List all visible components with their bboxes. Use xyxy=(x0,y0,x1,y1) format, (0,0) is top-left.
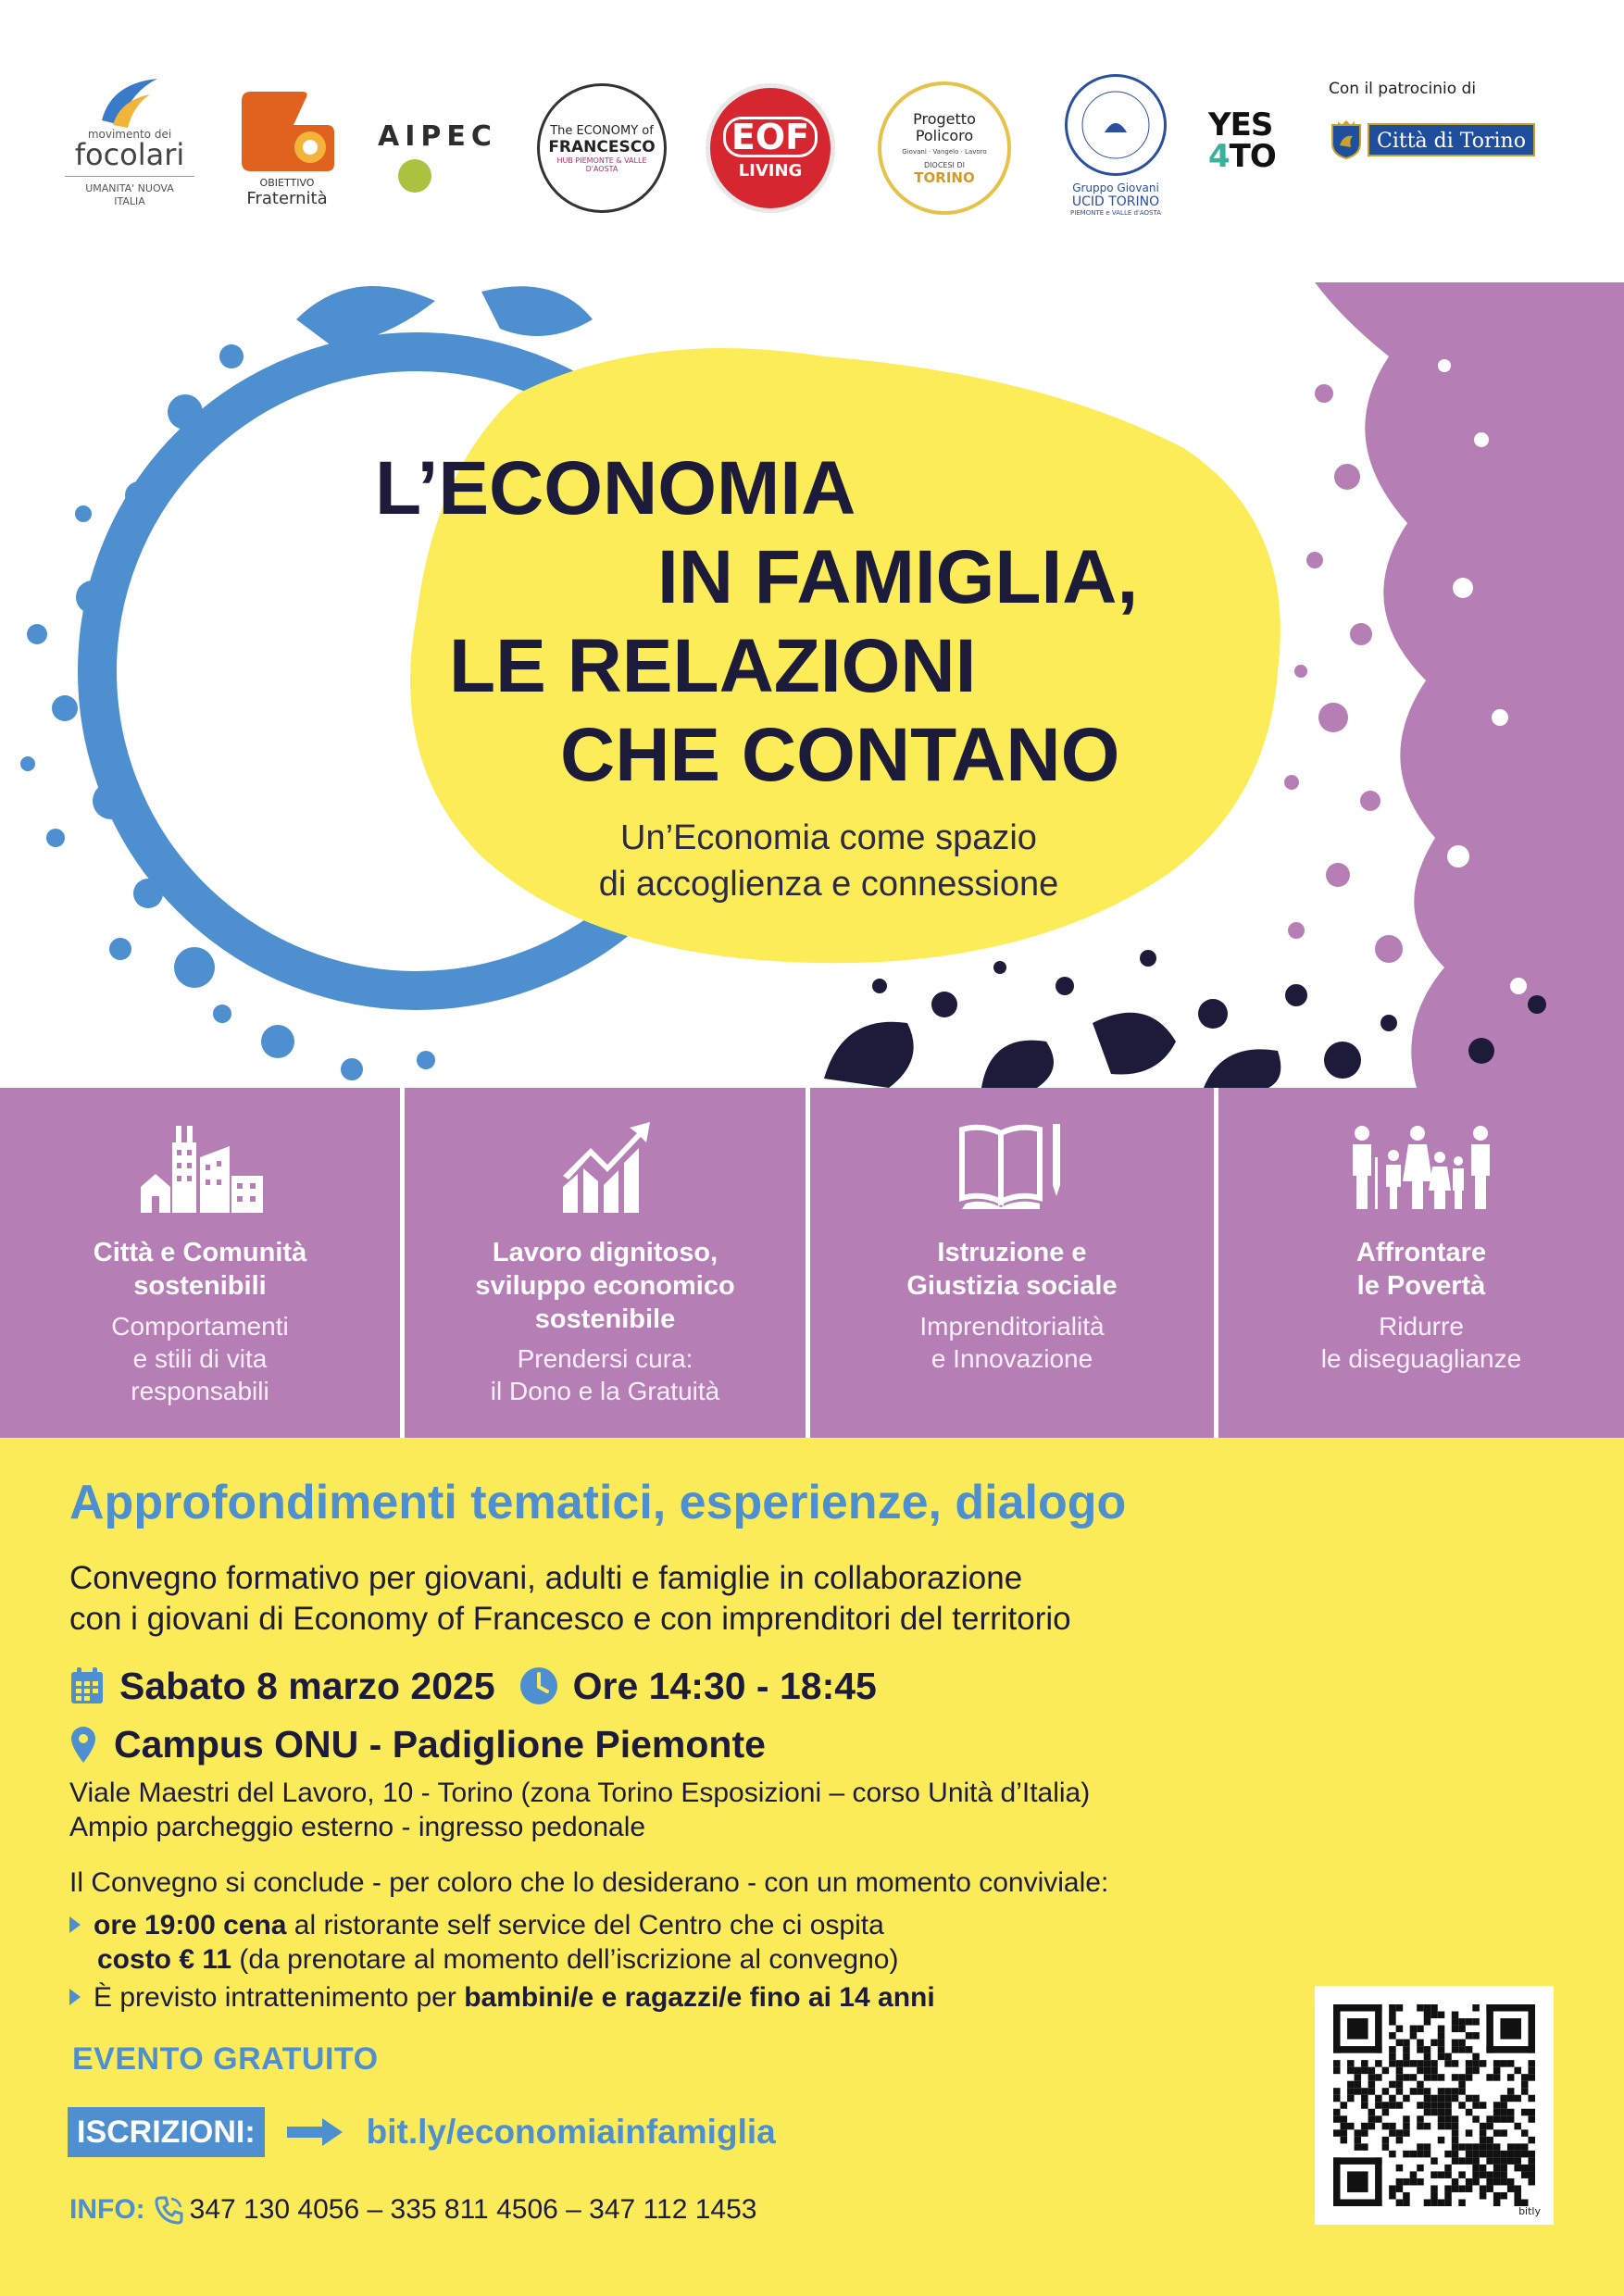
title-line-2: IN FAMIGLIA, xyxy=(657,535,1139,619)
theme-card-poverty xyxy=(1214,1088,1624,1438)
theme-heading: Città e Comunità sostenibili xyxy=(93,1238,307,1301)
theme-description: Ridurre le diseguaglianze xyxy=(1320,1312,1522,1373)
theme-description: Imprenditorialità e Innovazione xyxy=(919,1312,1105,1373)
focolari-logo: movimento dei focolari UMANITA' NUOVA ITALIA xyxy=(65,74,194,231)
theme-heading: Affrontare le Povertà xyxy=(1355,1238,1487,1301)
signup-row xyxy=(68,2106,776,2158)
intro-text: Convegno formativo per giovani, adulti e famiglie in collaborazione con i giovani di Economy of Francesco e con imprenditori del territorio xyxy=(69,1560,1071,1637)
calendar-icon xyxy=(69,1666,105,1705)
dinner-bullet: ore 19:00 cena al ristorante self service del Centro che ci ospita costo € 11 (da prenotare al momento dell’iscrizione al convegno) xyxy=(69,1908,898,1977)
contact-line: INFO: 347 130 4056 – 335 811 4506 – 347 112 1453 xyxy=(69,2194,757,2225)
theme-heading: Lavoro dignitoso, sviluppo economico sostenibile xyxy=(475,1238,735,1334)
growth-chart-icon xyxy=(559,1120,652,1213)
event-subtitle: Un’Economia come spazio di accoglienza e connessione xyxy=(598,818,1059,904)
arrow-right-icon xyxy=(285,2116,344,2148)
event-date: Sabato 8 marzo 2025 xyxy=(119,1664,495,1707)
partner-logos xyxy=(0,0,1624,282)
title-line-1: L’ECONOMIA xyxy=(375,446,856,530)
info-heading: Approfondimenti tematici, esperienze, dialogo xyxy=(69,1476,1127,1529)
qr-code-pattern xyxy=(1333,2004,1535,2206)
aipec-logo: AIPEC xyxy=(378,120,498,194)
obiettivo-mark-icon xyxy=(238,88,336,173)
bullet-arrow-icon xyxy=(69,1916,81,1933)
kids-bullet: È previsto intrattenimento per bambini/e e ragazzi/e fino ai 14 anni xyxy=(69,1980,935,2015)
eof-living-logo: EOF LIVING xyxy=(706,83,835,213)
family-people-icon xyxy=(1347,1120,1495,1213)
clock-icon xyxy=(519,1666,558,1705)
progetto-policoro-logo: Progetto Policoro Giovani · Vangelo · Lavoro DIOCESI DI TORINO xyxy=(878,81,1011,215)
bullet-arrow-icon xyxy=(69,1989,81,2005)
hero-banner xyxy=(0,282,1624,1088)
theme-card-cities xyxy=(0,1088,400,1438)
theme-heading: Istruzione e Giustizia sociale xyxy=(906,1238,1118,1301)
title-line-3: LE RELAZIONI xyxy=(449,624,977,708)
yes4to-logo: YES 4TO xyxy=(1208,106,1276,175)
theme-card-work xyxy=(400,1088,806,1438)
event-info-panel xyxy=(0,1438,1624,2296)
economy-of-francesco-logo: The ECONOMY of FRANCESCO HUB PIEMONTE & VALLE D'AOSTA xyxy=(537,83,667,213)
open-book-pencil-icon xyxy=(956,1120,1068,1213)
conclusion-text: Il Convegno si conclude - per coloro che lo desiderano - con un momento conviviale: xyxy=(69,1867,1109,1898)
date-time-line xyxy=(69,1660,877,1712)
event-time: Ore 14:30 - 18:45 xyxy=(572,1664,877,1707)
obiettivo-fraternita-logo: OBIETTIVO Fraternità xyxy=(236,88,338,218)
qr-brand: bitly xyxy=(1518,2205,1541,2217)
theme-description: Prendersi cura: il Dono e la Gratuità xyxy=(490,1344,720,1405)
citta-di-torino-patronage: Con il patrocinio di Città di Torino xyxy=(1329,80,1551,181)
phone-numbers: 347 130 4056 – 335 811 4506 – 347 112 1453 xyxy=(189,2194,757,2225)
ucid-seal-icon xyxy=(1065,74,1167,176)
citta-di-torino-logo: Città di Torino xyxy=(1330,117,1553,163)
venue-address: Viale Maestri del Lavoro, 10 - Torino (zona Torino Esposizioni – corso Unità d’Italia) Ampio parcheggio esterno - ingresso pedonale xyxy=(69,1778,1091,1842)
city-buildings-icon xyxy=(135,1120,265,1213)
signup-link[interactable]: bit.ly/economiainfamiglia xyxy=(366,2113,776,2151)
venue-name: Campus ONU - Padiglione Piemonte xyxy=(114,1722,766,1766)
phone-icon xyxy=(155,2195,184,2225)
free-event-label: EVENTO GRATUITO xyxy=(72,2041,379,2077)
venue-line xyxy=(69,1718,766,1770)
qr-code[interactable] xyxy=(1315,1986,1554,2225)
themes-strip xyxy=(0,1088,1624,1438)
focolari-swoosh-icon xyxy=(93,74,167,130)
theme-card-education xyxy=(806,1088,1214,1438)
title-line-4: CHE CONTANO xyxy=(560,713,1120,797)
map-pin-icon xyxy=(69,1725,97,1764)
aipec-dot-icon xyxy=(398,159,431,193)
theme-description: Comportamenti e stili di vita responsabili xyxy=(111,1312,289,1405)
ucid-torino-logo: Gruppo Giovani UCID TORINO PIEMONTE e VALLE d'AOSTA xyxy=(1051,74,1181,231)
signup-label: ISCRIZIONI: xyxy=(68,2107,265,2157)
torino-shield-icon xyxy=(1330,119,1362,160)
